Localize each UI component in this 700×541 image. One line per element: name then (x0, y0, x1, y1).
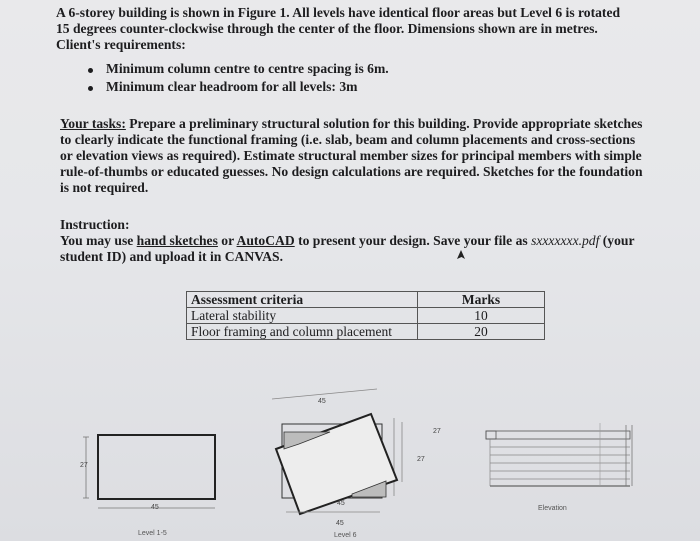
dim-45-left: 45 (151, 504, 159, 511)
table-row (187, 324, 545, 340)
dim-45-bottom: 45 (336, 520, 344, 527)
table-row (187, 292, 545, 308)
table-cell-marks: 20 (418, 324, 545, 340)
dim-27-inner: 27 (417, 456, 425, 463)
table-header-marks: Marks (418, 292, 545, 308)
autocad-link: AutoCAD (236, 233, 295, 248)
dim-27-left: 27 (80, 462, 88, 469)
filename: sxxxxxxx.pdf (531, 233, 600, 248)
requirement-1: Minimum column centre to centre spacing is 6m. (106, 61, 389, 76)
level-1-5-plan (83, 435, 215, 508)
client-requirements-heading: Client's requirements: (56, 37, 186, 52)
label-elevation: Elevation (538, 505, 567, 512)
tasks-line-3: or elevation views as required). Estimate structural member sizes for principal members with simple (60, 148, 642, 163)
hand-sketches-link: hand sketches (136, 233, 218, 248)
label-level-6: Level 6 (334, 532, 357, 539)
intro-line-2: 15 degrees counter-clockwise through the center of the floor. Dimensions shown are in metres. (56, 21, 598, 36)
dim-45-top: 45 (318, 398, 326, 405)
bullet-icon (88, 86, 93, 91)
instruction-line-1 (60, 233, 635, 249)
assessment-table (186, 291, 545, 340)
instruction-pre: You may use (60, 233, 137, 248)
figure-1 (0, 370, 700, 541)
cursor-icon (456, 250, 466, 262)
intro-line-1: A 6-storey building is shown in Figure 1. All levels have identical floor areas but Level 6 is rotated (56, 5, 621, 20)
instruction-tail: (your (599, 233, 635, 248)
tasks-line-1 (60, 116, 642, 132)
dim-45-inner: 45 (337, 500, 345, 507)
instruction-post: to present your design. Save your file as (294, 233, 532, 248)
tasks-line-2: to clearly indicate the functional framing (i.e. slab, beam and column placements and cross-sections (60, 132, 636, 147)
instruction-line-2: student ID) and upload it in CANVAS. (60, 249, 283, 264)
table-row (187, 308, 545, 324)
elevation-sketch (486, 423, 632, 486)
tasks-line-1-text: Prepare a preliminary structural solution for this building. Provide appropriate sketches (125, 116, 643, 131)
instruction-heading: Instruction: (60, 217, 130, 232)
table-cell-criteria: Floor framing and column placement (187, 324, 418, 340)
requirement-2: Minimum clear headroom for all levels: 3m (106, 79, 358, 94)
dim-27-right: 27 (433, 428, 441, 435)
table-header-criteria: Assessment criteria (187, 292, 418, 308)
level-6-plan (272, 389, 402, 514)
table-cell-marks: 10 (418, 308, 545, 324)
tasks-line-4: rule-of-thumbs or educated guesses. No design calculations are required. Sketches for the foundation (60, 164, 643, 179)
tasks-line-5: is not required. (60, 180, 149, 195)
label-level-1-5: Level 1-5 (138, 530, 167, 537)
tasks-label: Your tasks: (60, 116, 126, 131)
bullet-icon (88, 68, 93, 73)
table-cell-criteria: Lateral stability (187, 308, 418, 324)
instruction-mid: or (217, 233, 237, 248)
